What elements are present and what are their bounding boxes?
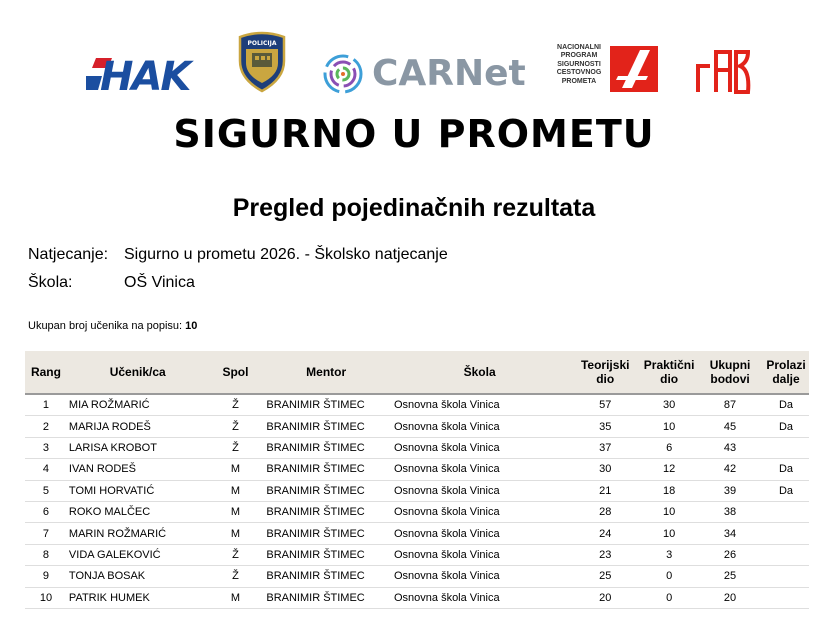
results-table: [25, 351, 809, 609]
cell-teorijski: 20: [569, 587, 641, 608]
cell-ukupni: 25: [697, 566, 763, 587]
cell-prakticni: 12: [641, 459, 697, 480]
student-count-value: 10: [185, 320, 198, 332]
cell-rang: 2: [25, 416, 67, 437]
cell-mentor: BRANIMIR ŠTIMEC: [262, 544, 390, 565]
cell-teorijski: 37: [569, 437, 641, 458]
logo-bar: [0, 28, 828, 98]
cell-ucenik: MIA ROŽMARIĆ: [67, 394, 209, 416]
student-count-label: Ukupan broj učenika na popisu:: [28, 320, 183, 332]
cell-mentor: BRANIMIR ŠTIMEC: [262, 459, 390, 480]
cell-prolazi: Da: [763, 459, 809, 480]
rb-logo: [694, 48, 752, 94]
cell-rang: 6: [25, 501, 67, 522]
cell-rang: 8: [25, 544, 67, 565]
cell-ucenik: VIDA GALEKOVIĆ: [67, 544, 209, 565]
cell-mentor: BRANIMIR ŠTIMEC: [262, 394, 390, 416]
cell-prakticni: 10: [641, 523, 697, 544]
cell-spol: Ž: [209, 544, 263, 565]
cell-rang: 5: [25, 480, 67, 501]
cell-teorijski: 25: [569, 566, 641, 587]
cell-skola: Osnovna škola Vinica: [390, 523, 569, 544]
carnet-logo: [320, 50, 526, 98]
npscp-mark-icon: [610, 46, 658, 92]
cell-prakticni: 0: [641, 587, 697, 608]
student-count: [28, 320, 197, 332]
cell-prolazi: [763, 437, 809, 458]
header-ukupni: Ukupni bodovi: [697, 351, 763, 394]
hak-logo-text: HAK: [100, 54, 190, 94]
cell-mentor: BRANIMIR ŠTIMEC: [262, 480, 390, 501]
results-table-header: [25, 351, 809, 394]
cell-mentor: BRANIMIR ŠTIMEC: [262, 416, 390, 437]
competition-info: [28, 246, 448, 264]
cell-mentor: BRANIMIR ŠTIMEC: [262, 587, 390, 608]
header-mentor: Mentor: [262, 351, 390, 394]
cell-prolazi: [763, 566, 809, 587]
cell-spol: M: [209, 501, 263, 522]
header-prakticni: Praktični dio: [641, 351, 697, 394]
cell-prakticni: 30: [641, 394, 697, 416]
header-spol: Spol: [209, 351, 263, 394]
cell-skola: Osnovna škola Vinica: [390, 587, 569, 608]
cell-ukupni: 20: [697, 587, 763, 608]
header-prolazi: Prolazi dalje: [763, 351, 809, 394]
cell-prakticni: 6: [641, 437, 697, 458]
cell-prolazi: [763, 544, 809, 565]
cell-mentor: BRANIMIR ŠTIMEC: [262, 566, 390, 587]
cell-skola: Osnovna škola Vinica: [390, 459, 569, 480]
cell-prolazi: [763, 501, 809, 522]
cell-spol: M: [209, 480, 263, 501]
cell-skola: Osnovna škola Vinica: [390, 566, 569, 587]
cell-prolazi: Da: [763, 480, 809, 501]
cell-teorijski: 30: [569, 459, 641, 480]
table-row: [25, 459, 809, 480]
school-info: [28, 274, 195, 292]
cell-ucenik: MARIN ROŽMARIĆ: [67, 523, 209, 544]
cell-teorijski: 35: [569, 416, 641, 437]
cell-spol: M: [209, 587, 263, 608]
cell-spol: M: [209, 459, 263, 480]
table-row: [25, 501, 809, 522]
cell-ucenik: PATRIK HUMEK: [67, 587, 209, 608]
cell-ucenik: LARISA KROBOT: [67, 437, 209, 458]
cell-spol: Ž: [209, 566, 263, 587]
header-ucenik: Učenik/ca: [67, 351, 209, 394]
cell-rang: 4: [25, 459, 67, 480]
cell-ucenik: MARIJA RODEŠ: [67, 416, 209, 437]
table-row: [25, 416, 809, 437]
npscp-logo: [554, 42, 658, 98]
cell-prakticni: 10: [641, 501, 697, 522]
school-label: Škola:: [28, 274, 73, 291]
cell-skola: Osnovna škola Vinica: [390, 416, 569, 437]
cell-prolazi: [763, 523, 809, 544]
cell-spol: M: [209, 523, 263, 544]
cell-ukupni: 26: [697, 544, 763, 565]
cell-ucenik: IVAN RODEŠ: [67, 459, 209, 480]
header-rang: Rang: [25, 351, 67, 394]
cell-ukupni: 45: [697, 416, 763, 437]
cell-prakticni: 18: [641, 480, 697, 501]
cell-rang: 10: [25, 587, 67, 608]
cell-prakticni: 3: [641, 544, 697, 565]
policija-logo: [236, 31, 288, 93]
header-skola: Škola: [390, 351, 569, 394]
cell-prolazi: Da: [763, 416, 809, 437]
competition-value: Sigurno u prometu 2026. - Školsko natjecanje: [124, 246, 448, 263]
cell-spol: Ž: [209, 394, 263, 416]
cell-prakticni: 0: [641, 566, 697, 587]
cell-ucenik: TONJA BOSAK: [67, 566, 209, 587]
cell-skola: Osnovna škola Vinica: [390, 437, 569, 458]
cell-ukupni: 87: [697, 394, 763, 416]
cell-teorijski: 23: [569, 544, 641, 565]
cell-teorijski: 57: [569, 394, 641, 416]
table-row: [25, 480, 809, 501]
school-value: OŠ Vinica: [124, 274, 195, 291]
competition-label: Natjecanje:: [28, 246, 109, 263]
cell-rang: 9: [25, 566, 67, 587]
cell-mentor: BRANIMIR ŠTIMEC: [262, 523, 390, 544]
cell-prakticni: 10: [641, 416, 697, 437]
cell-ucenik: ROKO MALČEC: [67, 501, 209, 522]
cell-spol: Ž: [209, 437, 263, 458]
cell-mentor: BRANIMIR ŠTIMEC: [262, 501, 390, 522]
cell-ukupni: 42: [697, 459, 763, 480]
cell-teorijski: 24: [569, 523, 641, 544]
cell-skola: Osnovna škola Vinica: [390, 544, 569, 565]
cell-mentor: BRANIMIR ŠTIMEC: [262, 437, 390, 458]
table-row: [25, 566, 809, 587]
cell-rang: 7: [25, 523, 67, 544]
results-table-body: [25, 394, 809, 608]
carnet-swirl-icon: [320, 50, 366, 98]
hak-logo: [86, 54, 210, 94]
table-row: [25, 437, 809, 458]
cell-teorijski: 21: [569, 480, 641, 501]
table-row: [25, 394, 809, 416]
page-subtitle: Pregled pojedinačnih rezultata: [232, 194, 596, 222]
cell-teorijski: 28: [569, 501, 641, 522]
table-row: [25, 523, 809, 544]
policija-logo-text: POLICIJA: [247, 40, 277, 47]
cell-prolazi: [763, 587, 809, 608]
cell-skola: Osnovna škola Vinica: [390, 480, 569, 501]
cell-prolazi: Da: [763, 394, 809, 416]
cell-ukupni: 38: [697, 501, 763, 522]
carnet-logo-text: CARNet: [372, 53, 526, 94]
page-title: SIGURNO U PROMETU: [173, 112, 655, 156]
cell-rang: 3: [25, 437, 67, 458]
cell-ukupni: 43: [697, 437, 763, 458]
header-teorijski: Teorijski dio: [569, 351, 641, 394]
cell-ucenik: TOMI HORVATIĆ: [67, 480, 209, 501]
table-row: [25, 544, 809, 565]
cell-rang: 1: [25, 394, 67, 416]
cell-skola: Osnovna škola Vinica: [390, 501, 569, 522]
cell-spol: Ž: [209, 416, 263, 437]
table-row: [25, 587, 809, 608]
cell-ukupni: 34: [697, 523, 763, 544]
cell-ukupni: 39: [697, 480, 763, 501]
npscp-logo-text: NACIONALNI PROGRAM SIGURNOSTI CESTOVNOG PROMETA: [556, 44, 602, 85]
cell-skola: Osnovna škola Vinica: [390, 394, 569, 416]
